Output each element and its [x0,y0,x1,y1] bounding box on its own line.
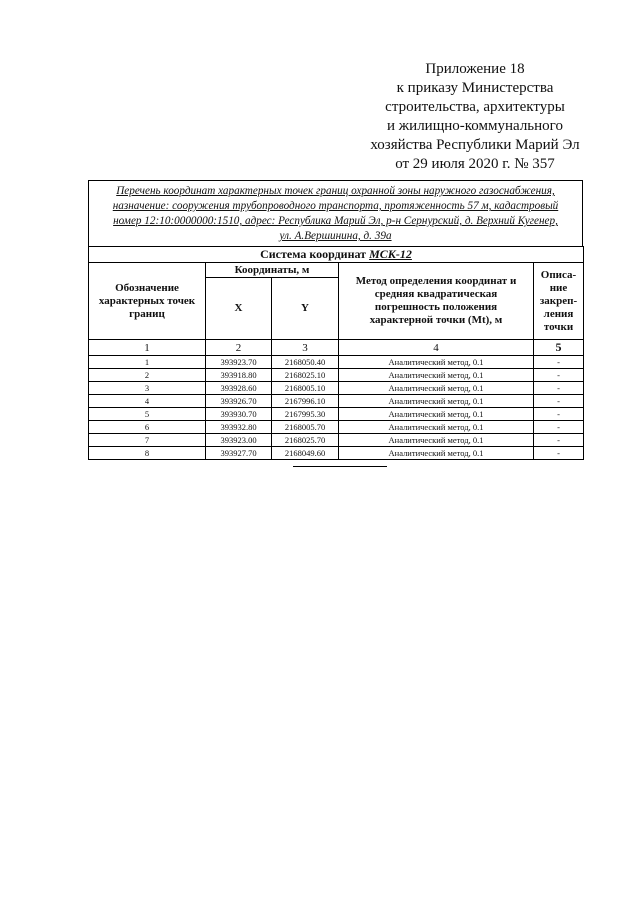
table-row [89,356,584,369]
column-number: 5 [534,340,584,356]
point-cell: 4 [89,395,206,408]
description-cell: - [534,434,584,447]
method-cell: Аналитический метод, 0.1 [339,369,534,382]
y-cell: 2168025.10 [272,369,339,382]
x-cell: 393928.60 [206,382,272,395]
table-row [89,369,584,382]
column-number: 4 [339,340,534,356]
description-cell: - [534,408,584,421]
table-title-line: ул. А.Вершинина, д. 39а [279,230,392,242]
table-row [89,447,584,460]
signature-line [293,466,387,467]
column-header-description-line: ления [543,307,574,320]
description-cell: - [534,421,584,434]
column-header-description-line: ние [549,281,568,294]
y-cell: 2168005.70 [272,421,339,434]
point-cell: 6 [89,421,206,434]
column-numbers-row [89,340,584,356]
method-cell: Аналитический метод, 0.1 [339,356,534,369]
point-cell: 1 [89,356,206,369]
column-number: 2 [206,340,272,356]
x-cell: 393926.70 [206,395,272,408]
column-header-description [534,263,584,340]
table-row [89,382,584,395]
column-number: 3 [272,340,339,356]
header-row [89,263,584,278]
coordinates-table-block [88,180,583,460]
data-rows [89,356,584,460]
header-line: к приказу Министерства [396,80,554,96]
header-line: от 29 июля 2020 г. № 357 [395,156,555,172]
method-cell: Аналитический метод, 0.1 [339,421,534,434]
description-cell: - [534,382,584,395]
coordinates-table [88,246,584,460]
table-title-line: назначение: сооружения трубопроводного транспорта, протяженность 57 м, кадастровый [112,200,559,212]
column-header-coordinates: Координаты, м [206,263,339,278]
coordinate-system-name: МСК-12 [369,247,412,261]
coordinate-system-row [89,247,584,263]
column-header-description-line: закреп- [539,294,578,307]
y-cell: 2168025.70 [272,434,339,447]
point-cell: 8 [89,447,206,460]
y-cell: 2168050.40 [272,356,339,369]
table-row [89,434,584,447]
description-cell: - [534,356,584,369]
table-row [89,408,584,421]
appendix-header [350,60,600,174]
x-cell: 393930.70 [206,408,272,421]
method-cell: Аналитический метод, 0.1 [339,447,534,460]
method-cell: Аналитический метод, 0.1 [339,395,534,408]
description-cell: - [534,369,584,382]
point-cell: 5 [89,408,206,421]
column-header-method: Метод определения координат и средняя квадратическая погрешность положения характерной точки (Mt), м [339,263,534,340]
x-cell: 393927.70 [206,447,272,460]
x-cell: 393923.00 [206,434,272,447]
method-cell: Аналитический метод, 0.1 [339,408,534,421]
column-header-x: X [206,278,272,340]
y-cell: 2167996.10 [272,395,339,408]
x-cell: 393932.80 [206,421,272,434]
column-header-point: Обозначение характерных точек границ [89,263,206,340]
header-line: Приложение 18 [425,61,525,77]
point-cell: 7 [89,434,206,447]
table-title [88,180,583,246]
header-line: строительства, архитектуры [385,99,565,115]
x-cell: 393923.70 [206,356,272,369]
column-header-y: Y [272,278,339,340]
description-cell: - [534,395,584,408]
column-header-description-line: Описа- [540,268,577,281]
x-cell: 393918.80 [206,369,272,382]
column-header-description-line: точки [543,320,574,333]
point-cell: 2 [89,369,206,382]
y-cell: 2167995.30 [272,408,339,421]
y-cell: 2168049.60 [272,447,339,460]
header-line: хозяйства Республики Марий Эл [370,137,580,153]
table-row [89,395,584,408]
table-title-line: Перечень координат характерных точек границ охранной зоны наружного газоснабжения, [116,185,555,197]
method-cell: Аналитический метод, 0.1 [339,434,534,447]
table-title-line: номер 12:10:0000000:1510, адрес: Республика Марий Эл, р-н Сернурский, д. Верхний Кугенер, [113,215,558,227]
table-row [89,421,584,434]
header-line: и жилищно-коммунального [387,118,563,134]
description-cell: - [534,447,584,460]
method-cell: Аналитический метод, 0.1 [339,382,534,395]
coordinate-system-label: Система координат [260,247,367,261]
y-cell: 2168005.10 [272,382,339,395]
column-number: 1 [89,340,206,356]
point-cell: 3 [89,382,206,395]
